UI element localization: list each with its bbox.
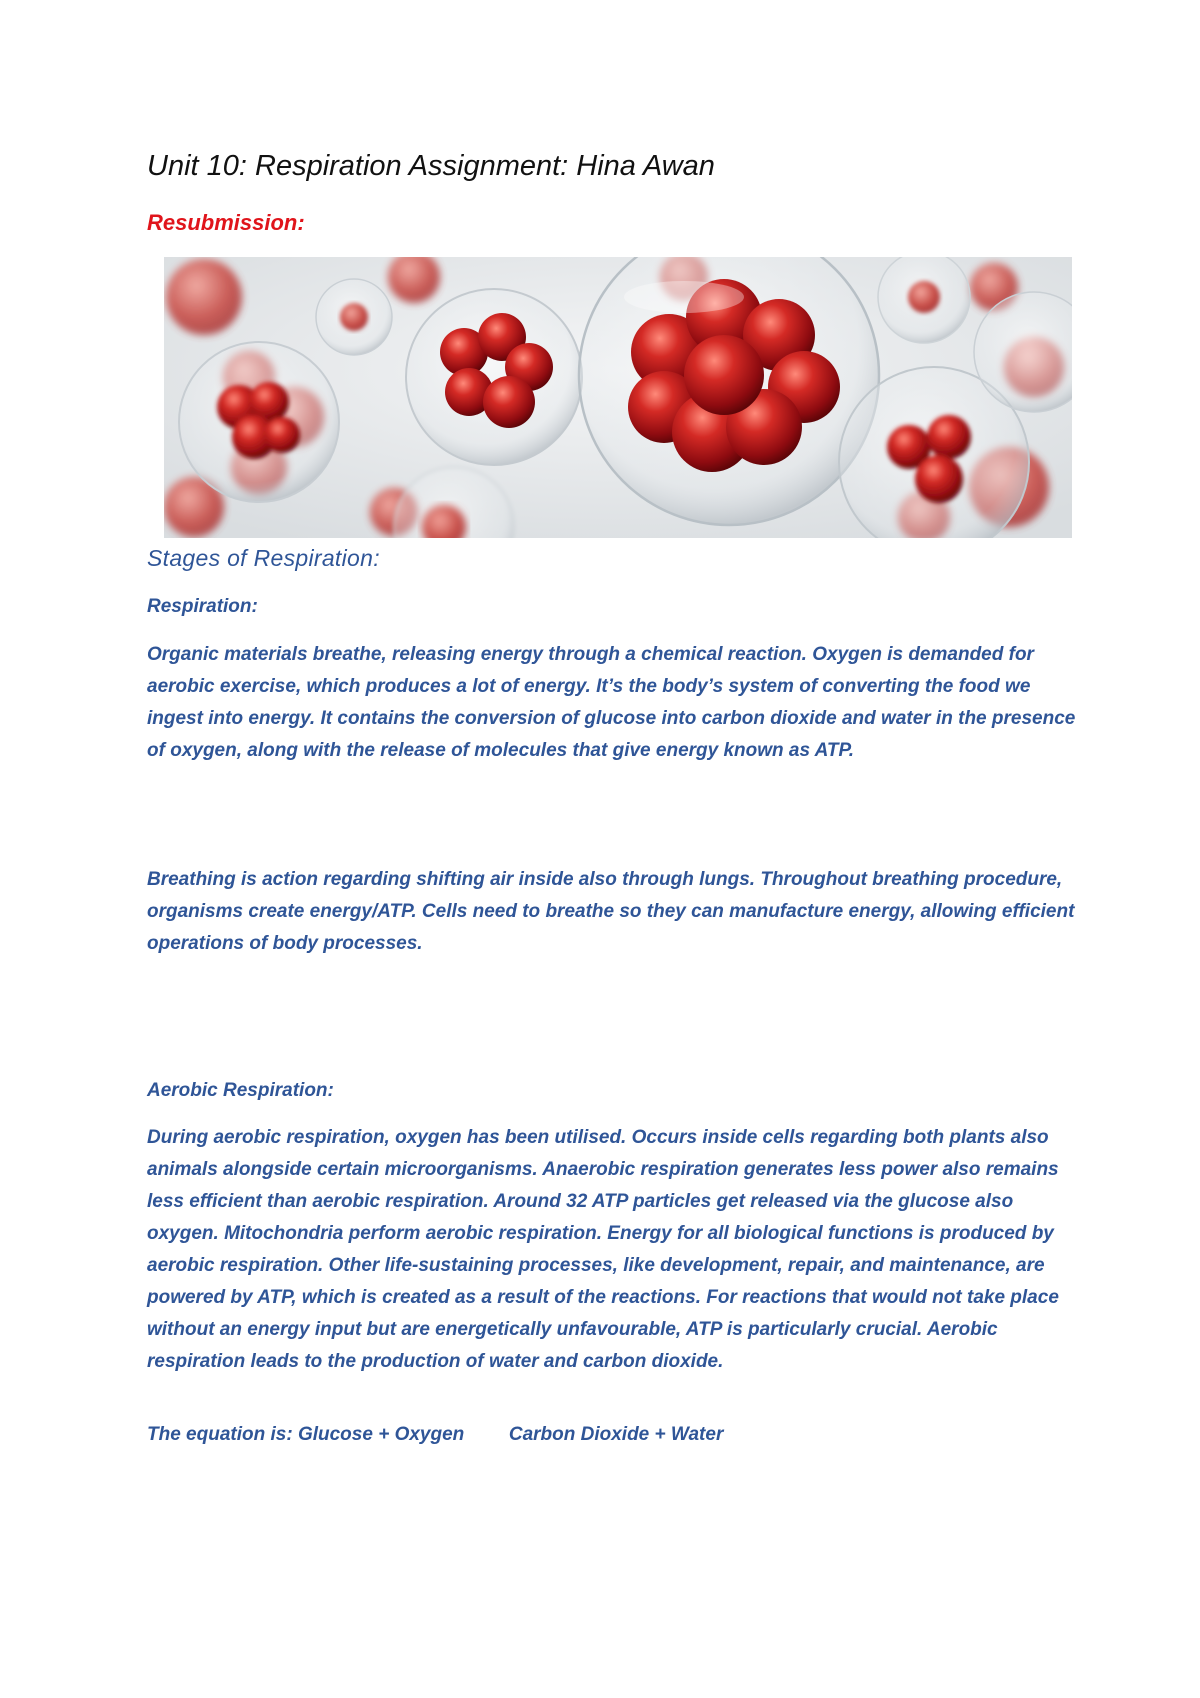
cells-banner-image xyxy=(164,257,1072,538)
aerobic-paragraph: During aerobic respiration, oxygen has been utilised. Occurs inside cells regarding both plants also animals alongside certain microorganisms. Anaerobic respiration generates less power also remains less efficient than aerobic respiration. Around 32 ATP particles get released via the glucose also oxygen. Mitochondria perform aerobic respiration. Energy for all biological functions is produced by aerobic respiration. Other life-sustaining processes, like development, repair, and maintenance, are powered by ATP, which is created as a result of the reactions. For reactions that would not take place without an energy input but are energetically unfavourable, ATP is particularly crucial. Aerobic respiration leads to the production of water and carbon dioxide. xyxy=(147,1127,1059,1372)
equation-suffix: Carbon Dioxide + Water xyxy=(508,1424,724,1445)
equation-prefix: The equation is: Glucose + Oxygen xyxy=(147,1424,465,1445)
aerobic-heading: Aerobic Respiration: xyxy=(147,1080,334,1101)
respiration-paragraph-2: Breathing is action regarding shifting air inside also through lungs. Throughout breathing procedure, organisms create energy/ATP. Cells need to breathe so they can manufacture energy, allowing efficient operations of body processes. xyxy=(147,869,1075,954)
document-title: Unit 10: Respiration Assignment: Hina Awan xyxy=(147,150,715,182)
respiration-heading: Respiration: xyxy=(147,596,258,617)
respiration-paragraph-1: Organic materials breathe, releasing energy through a chemical reaction. Oxygen is demanded for aerobic exercise, which produces a lot of energy. It’s the body’s system of converting the food we ingest into energy. It contains the conversion of glucose into carbon dioxide and water in the presence of oxygen, along with the release of molecules that give energy known as ATP. xyxy=(147,644,1076,761)
stages-heading: Stages of Respiration: xyxy=(147,545,380,571)
equation-line xyxy=(147,1424,723,1446)
resubmission-label: Resubmission: xyxy=(147,210,305,235)
